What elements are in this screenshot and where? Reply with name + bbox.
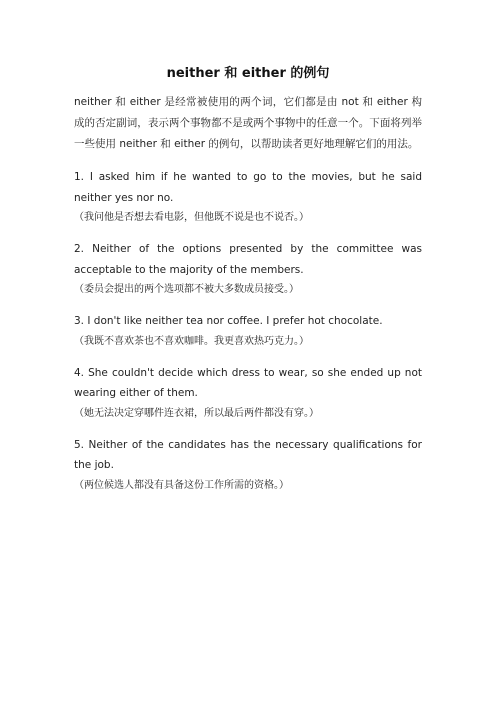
example-english: 5. Neither of the candidates has the necessary qualifications for the job.: [74, 438, 422, 471]
document-body: [74, 64, 422, 495]
example-chinese-translation: （她无法决定穿哪件连衣裙，所以最后两件都没有穿。）: [74, 407, 319, 419]
example-item: [74, 435, 422, 495]
example-item: [74, 363, 422, 423]
intro-paragraph: neither 和 either 是经常被使用的两个词，它们都是由 not 和 either 构成的否定副词，表示两个事物都不是或两个事物中的任意一个。下面将列举一些使用 neither 和 either 的例句，以帮助读者更好地理解它们的用法。: [74, 96, 422, 150]
page-title: neither 和 either 的例句: [166, 66, 330, 81]
example-item: [74, 311, 422, 351]
example-item: [74, 239, 422, 299]
example-chinese-translation: （委员会提出的两个选项都不被大多数成员接受。）: [74, 284, 299, 295]
example-english: 1. I asked him if he wanted to go to the movies, but he said neither yes nor no.: [74, 171, 422, 204]
example-item: [74, 167, 422, 227]
example-chinese-translation: （两位候选人都没有具备这份工作所需的资格。）: [74, 479, 289, 491]
example-english: 2. Neither of the options presented by the committee was acceptable to the majority of the members.: [74, 243, 422, 276]
example-english: 4. She couldn't decide which dress to wear, so she ended up not wearing either of them.: [74, 366, 422, 399]
example-chinese-translation: （我既不喜欢茶也不喜欢咖啡。我更喜欢热巧克力。）: [74, 335, 309, 347]
example-english: 3. I don't like neither tea nor coffee. I prefer hot chocolate.: [74, 315, 383, 327]
example-chinese-translation: （我问他是否想去看电影，但他既不说是也不说否。）: [74, 212, 309, 223]
